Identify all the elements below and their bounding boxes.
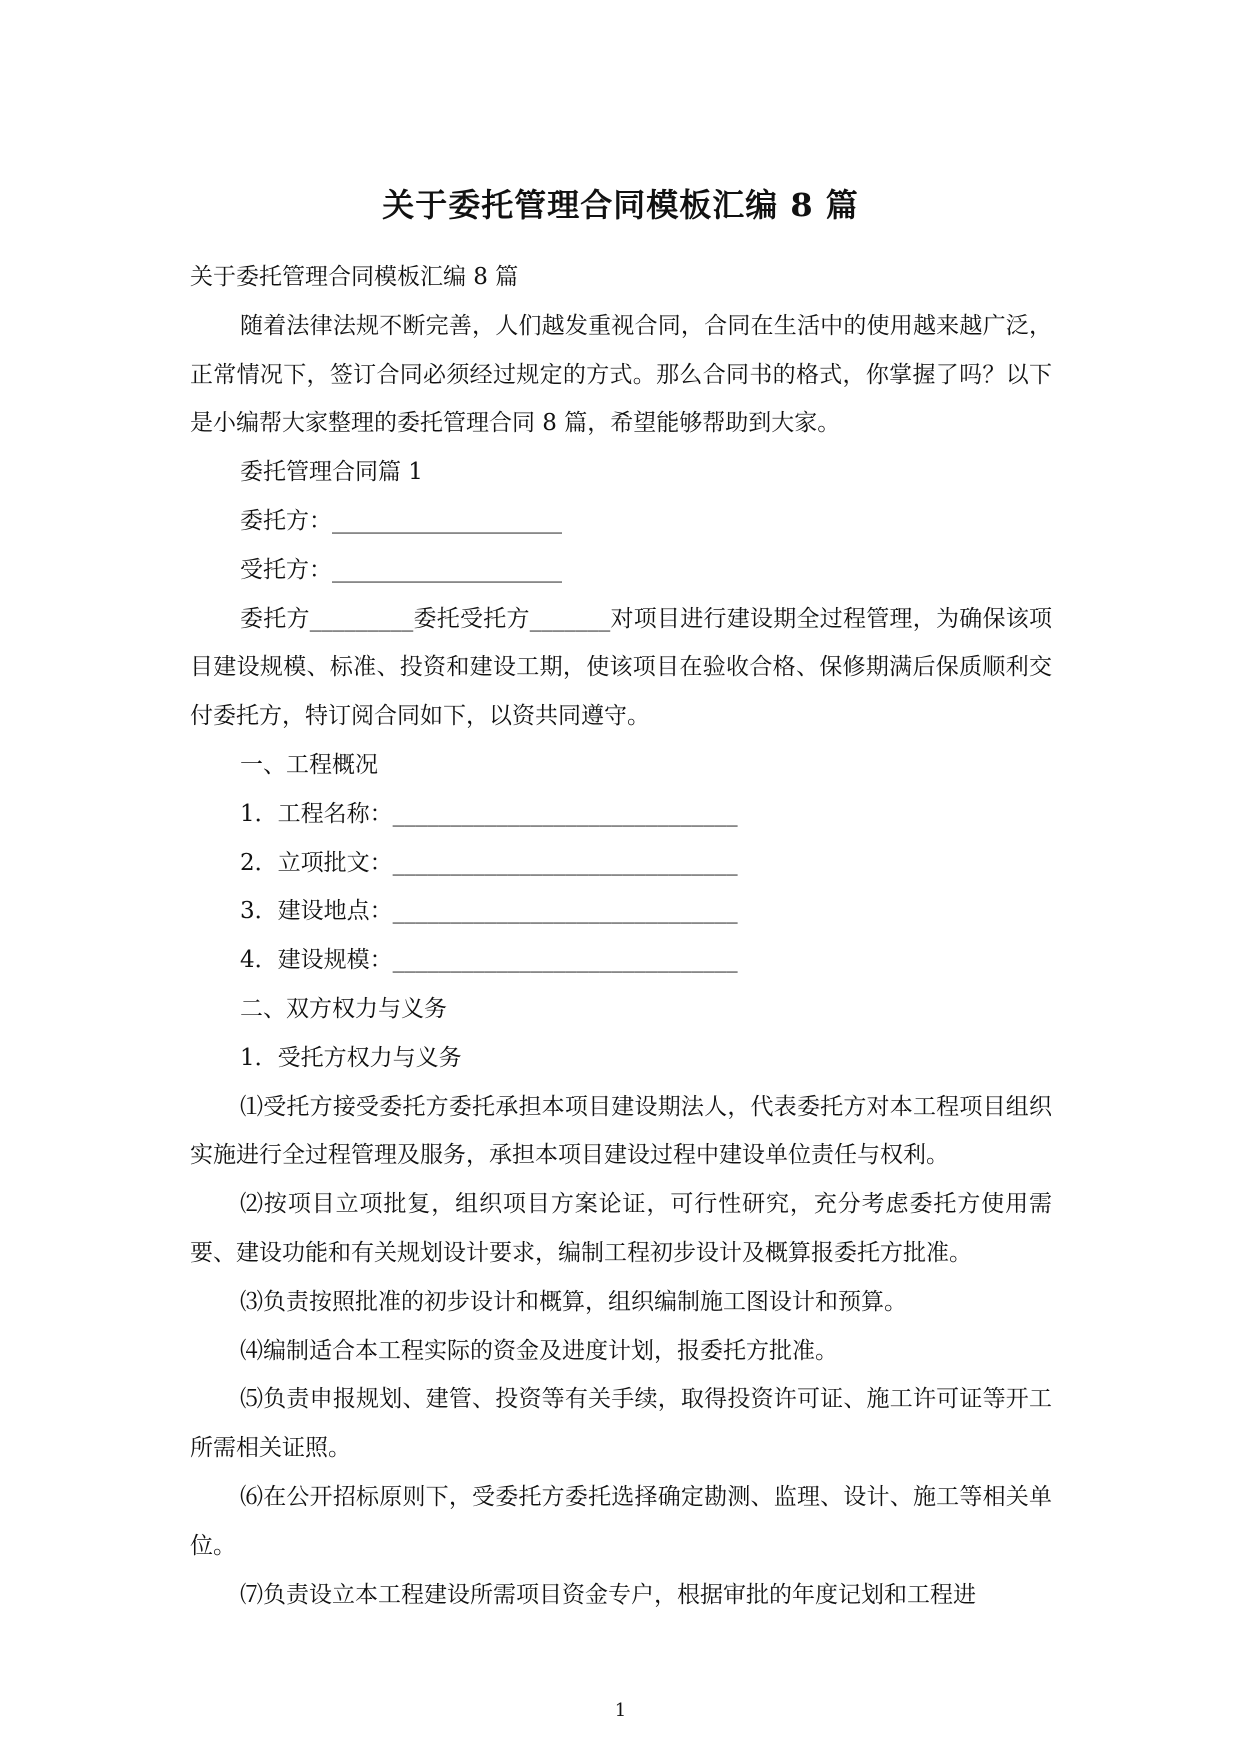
clause-5: ⑸负责申报规划、建管、投资等有关手续，取得投资许可证、施工许可证等开工所需相关证照。 (190, 1386, 1052, 1462)
field-construction-site: 3．建设地点：______________________________ (240, 898, 738, 925)
section-heading-contract-1: 委托管理合同篇 1 (240, 459, 423, 486)
subsection-heading-agent-rights: 1．受托方权力与义务 (240, 1044, 462, 1071)
clause-6: ⑹在公开招标原则下，受委托方委托选择确定勘测、监理、设计、施工等相关单位。 (190, 1483, 1052, 1559)
field-approval-document: 2．立项批文：______________________________ (240, 849, 738, 876)
document-body (190, 253, 1052, 1619)
clause-3: ⑶负责按照批准的初步设计和概算，组织编制施工图设计和预算。 (240, 1288, 907, 1315)
section-heading-project-overview: 一、工程概况 (240, 751, 378, 778)
field-principal: 委托方：____________________ (240, 507, 562, 534)
clause-2: ⑵按项目立项批复，组织项目方案论证，可行性研究，充分考虑委托方使用需要、建设功能和有关规划设计要求，编制工程初步设计及概算报委托方批准。 (190, 1191, 1052, 1266)
field-agent: 受托方：____________________ (240, 556, 562, 583)
clause-1: ⑴受托方接受委托方委托承担本项目建设期法人，代表委托方对本工程项目组织实施进行全过程管理及服务，承担本项目建设过程中建设单位责任与权利。 (190, 1093, 1052, 1169)
section-heading-rights-obligations: 二、双方权力与义务 (240, 995, 447, 1022)
page-number: 1 (614, 1700, 627, 1721)
paragraph-subtitle: 关于委托管理合同模板汇编 8 篇 (190, 264, 519, 290)
paragraph-intro: 随着法律法规不断完善，人们越发重视合同，合同在生活中的使用越来越广泛，正常情况下，签订合同必须经过规定的方式。那么合同书的格式，你掌握了吗？以下是小编帮大家整理的委托管理合同 8 篇，希望能够帮助到大家。 (190, 312, 1052, 437)
clause-7: ⑺负责设立本工程建设所需项目资金专户，根据审批的年度记划和工程进 (240, 1581, 976, 1608)
field-project-name: 1．工程名称：______________________________ (240, 800, 738, 827)
field-construction-scale: 4．建设规模：______________________________ (240, 947, 738, 974)
document-title: 关于委托管理合同模板汇编 8 篇 (382, 186, 859, 224)
clause-4: ⑷编制适合本工程实际的资金及进度计划，报委托方批准。 (240, 1337, 838, 1364)
paragraph-preamble: 委托方_________委托受托方_______对项目进行建设期全过程管理，为确保该项目建设规模、标准、投资和建设工期，使该项目在验收合格、保修期满后保质顺利交付委托方，特订阅合同如下，以资共同遵守。 (190, 605, 1052, 730)
